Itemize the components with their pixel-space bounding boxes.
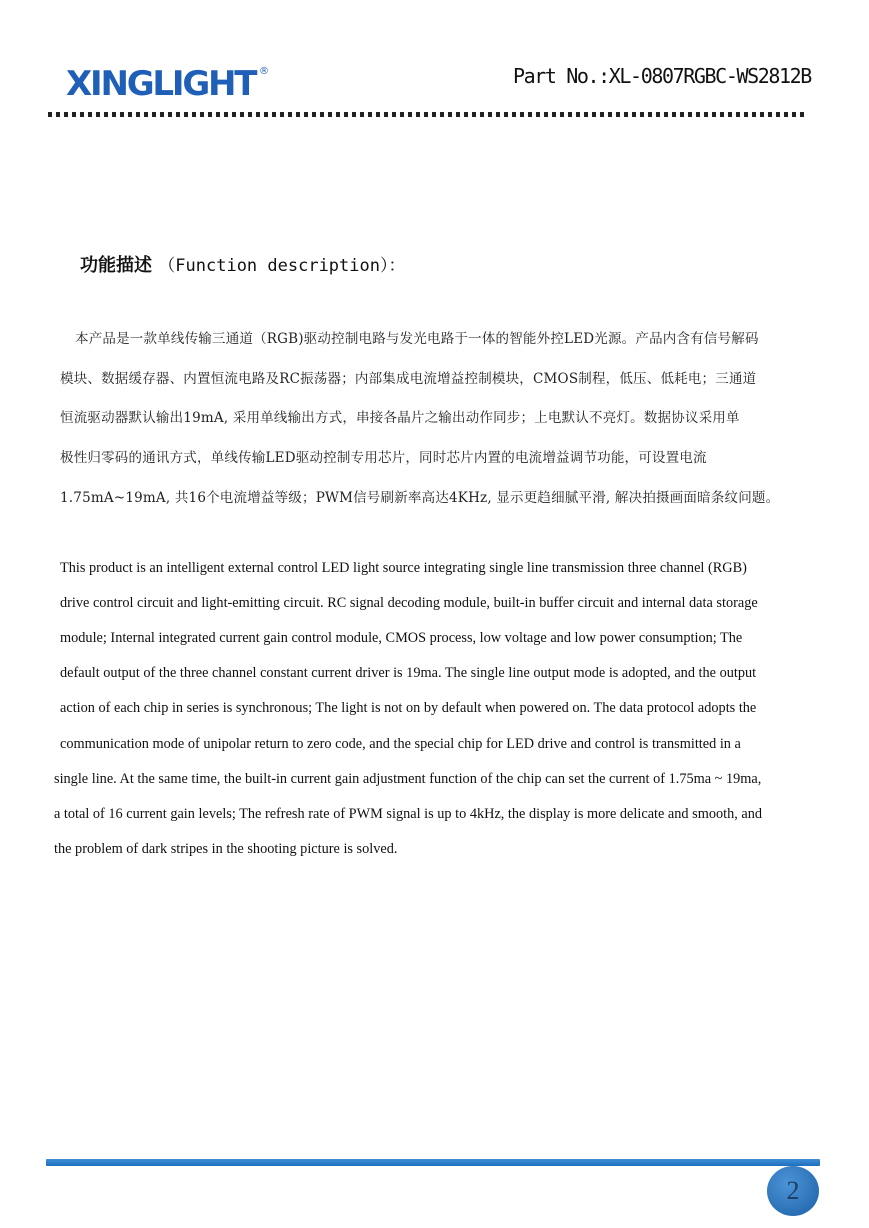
page-number: 2 [786,1176,800,1205]
description-en-line: module; Internal integrated current gain control module, CMOS process, low voltage and low power consumption; The [60,630,743,646]
description-cn-line: 模块、数据缓存器、内置恒流电路及RC振荡器；内部集成电流增益控制模块，CMOS制程，低压、低耗电；三通道 [60,371,757,387]
part-number: Part No.:XL-0807RGBC-WS2812B [513,64,811,88]
description-en-line: single line. At the same time, the built-in current gain adjustment function of the chip can set the current of 1.75ma ~ 19ma, [54,771,762,787]
description-en-line: default output of the three channel constant current driver is 19ma. The single line output mode is adopted, and the output [60,665,757,681]
section-title-en: （Function description）： [158,256,406,276]
description-en-line: a total of 16 current gain levels; The refresh rate of PWM signal is up to 4kHz, the display is more delicate and smooth, and [54,806,763,822]
description-cn-line: 恒流驱动器默认输出19mA, 采用单线输出方式，串接各晶片之输出动作同步；上电默认不亮灯。数据协议采用单 [60,410,740,426]
description-en-line: This product is an intelligent external control LED light source integrating single line transmission three channel (RGB) [60,560,747,576]
description-en-line: the problem of dark stripes in the shooting picture is solved. [54,841,398,857]
footer-bar [46,1159,820,1166]
description-en-line: communication mode of unipolar return to zero code, and the special chip for LED drive and control is transmitted in a [60,736,741,752]
section-title [80,251,405,277]
description-cn-line: 本产品是一款单线传输三通道（RGB)驱动控制电路与发光电路于一体的智能外控LED光源。产品内含有信号解码 [75,331,759,347]
page-number-badge [767,1166,819,1216]
description-cn-line: 极性归零码的通讯方式，单线传输LED驱动控制专用芯片，同时芯片内置的电流增益调节功能，可设置电流 [60,450,707,466]
description-en-line: drive control circuit and light-emitting circuit. RC signal decoding module, built-in buffer circuit and internal data storage [60,595,758,611]
registered-mark: ® [259,66,269,77]
section-title-cn: 功能描述 [80,255,152,276]
description-en-line: action of each chip in series is synchronous; The light is not on by default when powered on. The data protocol adopts the [60,700,757,716]
brand-logo: XINGLIGHT [66,64,256,104]
description-cn-line: 1.75mA~19mA, 共16个电流增益等级；PWM信号刷新率高达4KHz, 显示更趋细腻平滑, 解决拍摄画面暗条纹问题。 [60,490,780,506]
header-divider [48,112,804,117]
